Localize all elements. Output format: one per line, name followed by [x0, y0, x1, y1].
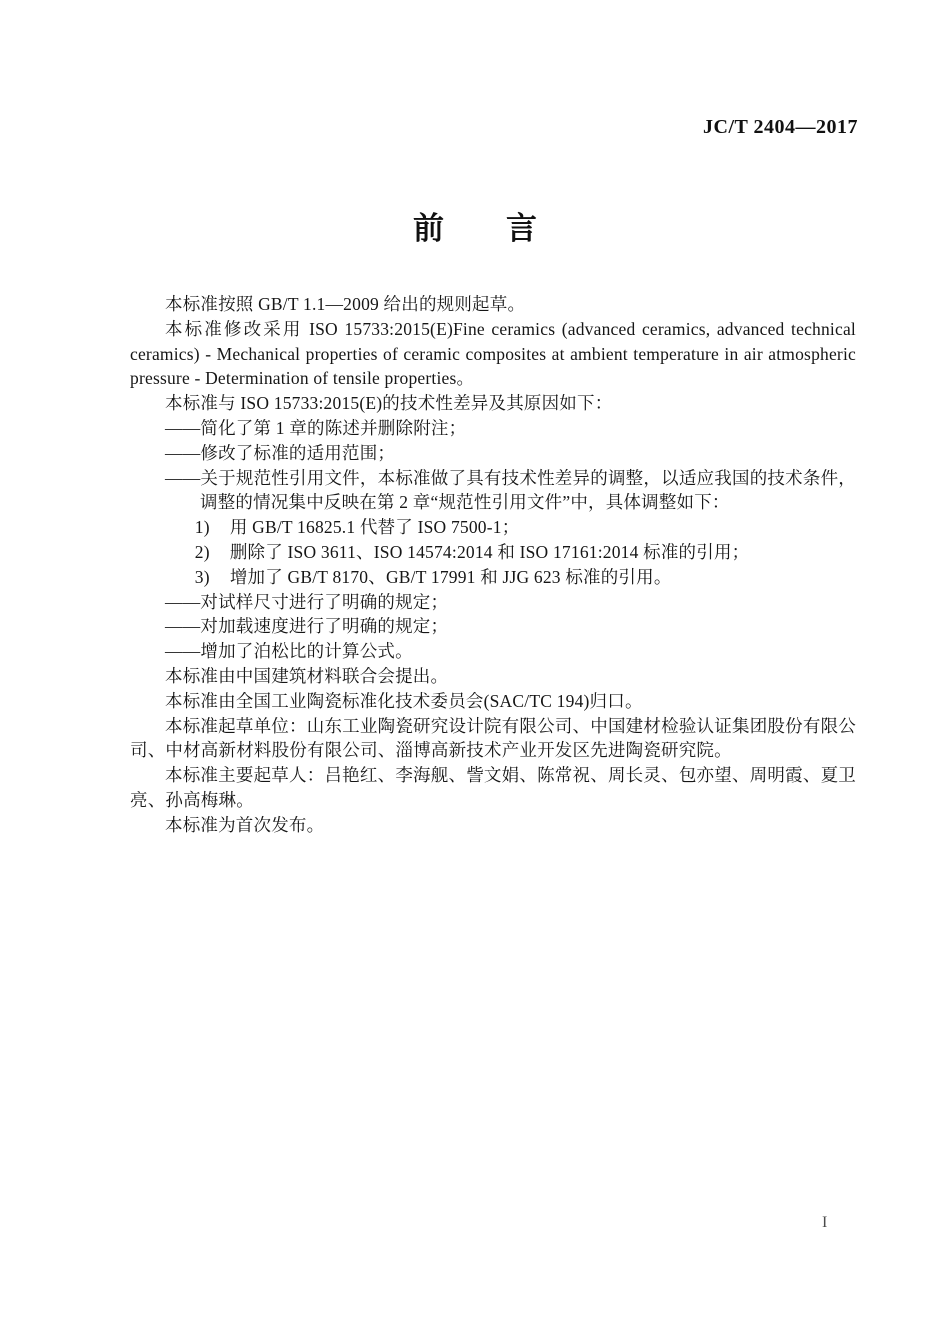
- body-paragraph: 本标准由全国工业陶瓷标准化技术委员会(SAC/TC 194)归口。: [165, 690, 643, 711]
- dash-list-item: ——关于规范性引用文件，本标准做了具有技术性差异的调整，以适应我国的技术条件，调整的情况集中反映在第 2 章“规范性引用文件”中，具体调整如下：: [165, 467, 856, 513]
- list-item-text: 用 GB/T 16825.1 代替了 ISO 7500-1；: [229, 517, 520, 538]
- foreword-title: 前 言: [413, 211, 537, 247]
- numbered-list-item: [130, 515, 856, 540]
- list-number: 3): [194, 566, 210, 587]
- dash-list-item: ——对加载速度进行了明确的规定；: [165, 616, 449, 637]
- body-paragraph: 本标准按照 GB/T 1.1—2009 给出的规则起草。: [165, 294, 526, 314]
- dash-list-item: ——简化了第 1 章的陈述并删除附注；: [165, 417, 467, 438]
- list-item-text: 增加了 GB/T 8170、GB/T 17991 和 JJG 623 标准的引用。: [229, 566, 672, 587]
- body-paragraph: 本标准由中国建筑材料联合会提出。: [165, 665, 449, 686]
- list-item-text: 删除了 ISO 3611、ISO 14574:2014 和 ISO 17161:2014 标准的引用；: [229, 541, 750, 562]
- numbered-list-item: [130, 540, 856, 565]
- dash-list-item: ——修改了标准的适用范围；: [165, 442, 396, 463]
- dash-list-item: ——对试样尺寸进行了明确的规定；: [165, 591, 449, 612]
- dash-list-item: ——增加了泊松比的计算公式。: [165, 641, 413, 662]
- standard-number-header: JC/T 2404—2017: [703, 116, 858, 138]
- page-number: I: [822, 1214, 828, 1231]
- numbered-list-item: [130, 565, 856, 590]
- list-number: 1): [194, 517, 210, 538]
- foreword-body: [130, 292, 856, 838]
- body-paragraph: 本标准修改采用 ISO 15733:2015(E)Fine ceramics (advanced ceramics, advanced technical ceramics) - Mechanical properties of ceramic composites at ambient temperature in air atmospheric pressure - Determination of tensile properties。: [130, 318, 856, 389]
- body-paragraph: 本标准主要起草人：吕艳红、李海舰、訾文娟、陈常祝、周长灵、包亦望、周明霞、夏卫亮、孙高梅琳。: [130, 765, 856, 810]
- body-paragraph: 本标准为首次发布。: [165, 814, 325, 835]
- body-paragraph: 本标准起草单位：山东工业陶瓷研究设计院有限公司、中国建材检验认证集团股份有限公司、中材高新材料股份有限公司、淄博高新技术产业开发区先进陶瓷研究院。: [130, 715, 856, 761]
- list-number: 2): [194, 541, 210, 562]
- body-paragraph: 本标准与 ISO 15733:2015(E)的技术性差异及其原因如下：: [165, 393, 613, 414]
